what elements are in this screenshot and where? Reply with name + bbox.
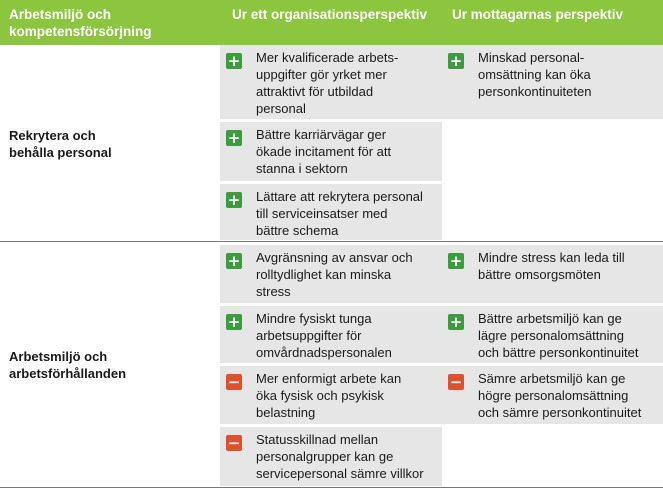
org-item-text: Mindre fysiskt tunga arbetsuppgifter för omvårdnadspersonalen — [256, 311, 392, 360]
row-label-line1: Rekrytera och — [9, 128, 96, 143]
header-category-line1: Arbetsmiljö och — [9, 7, 112, 22]
org-item-text: Lättare att rekrytera personal till serviceinsatser med bättre schema — [256, 189, 423, 238]
org-item — [220, 306, 442, 363]
plus-icon: + — [449, 313, 463, 331]
recv-item — [442, 366, 663, 424]
org-item — [220, 45, 442, 119]
row-divider — [0, 487, 663, 488]
minus-icon: − — [227, 434, 241, 452]
minus-icon: − — [227, 373, 241, 391]
org-item-text: Statusskillnad mellan personalgrupper kan ge servicepersonal sämre villkor — [256, 432, 424, 481]
header-organisation: Ur ett organisationsperspektiv — [232, 7, 428, 22]
recv-item — [442, 306, 663, 363]
plus-icon: + — [227, 191, 241, 209]
recv-item — [442, 245, 663, 303]
row-label-line1: Arbetsmiljö och — [9, 349, 108, 364]
recv-item-text: Mindre stress kan leda till bättre omsorgsmöten — [478, 250, 625, 282]
plus-icon: + — [227, 252, 241, 270]
plus-icon: + — [227, 313, 241, 331]
org-item — [220, 427, 442, 486]
row-divider — [0, 241, 663, 242]
row-label-arbetsmiljo — [9, 348, 199, 382]
org-item-text: Mer kvalificerade arbets- uppgifter gör yrket mer attraktivt för utbildad personal — [256, 50, 399, 116]
org-item-text: Avgränsning av ansvar och rolltydlighet kan minska stress — [256, 250, 413, 299]
row-label-line2: behålla personal — [9, 145, 112, 160]
recv-item-text: Minskad personal- omsättning kan öka personkontinuiteten — [478, 50, 592, 99]
minus-icon: − — [449, 373, 463, 391]
org-item — [220, 184, 442, 240]
plus-icon: + — [227, 129, 241, 147]
header-recipients: Ur mottagarnas perspektiv — [452, 7, 624, 22]
plus-icon: + — [449, 252, 463, 270]
org-item-text: Mer enformigt arbete kan öka fysisk och psykisk belastning — [256, 371, 402, 420]
header-category — [9, 6, 152, 40]
org-item — [220, 366, 442, 424]
plus-icon: + — [227, 52, 241, 70]
org-item — [220, 122, 442, 181]
header-category-line2: kompetensförsörjning — [9, 24, 152, 39]
recv-item-text: Sämre arbetsmiljö kan ge högre personalomsättning och sämre personkontinuitet — [478, 371, 642, 420]
recv-item — [442, 45, 663, 119]
recv-item-text: Bättre arbetsmiljö kan ge lägre personalomsättning och bättre personkontinuitet — [478, 311, 639, 360]
plus-icon: + — [449, 52, 463, 70]
table-header — [0, 0, 663, 45]
row-label-rekrytera — [9, 127, 199, 161]
org-item-text: Bättre karriärvägar ger ökade incitament för att stanna i sektorn — [256, 127, 392, 176]
org-item — [220, 245, 442, 303]
row-label-line2: arbetsförhållanden — [9, 366, 127, 381]
